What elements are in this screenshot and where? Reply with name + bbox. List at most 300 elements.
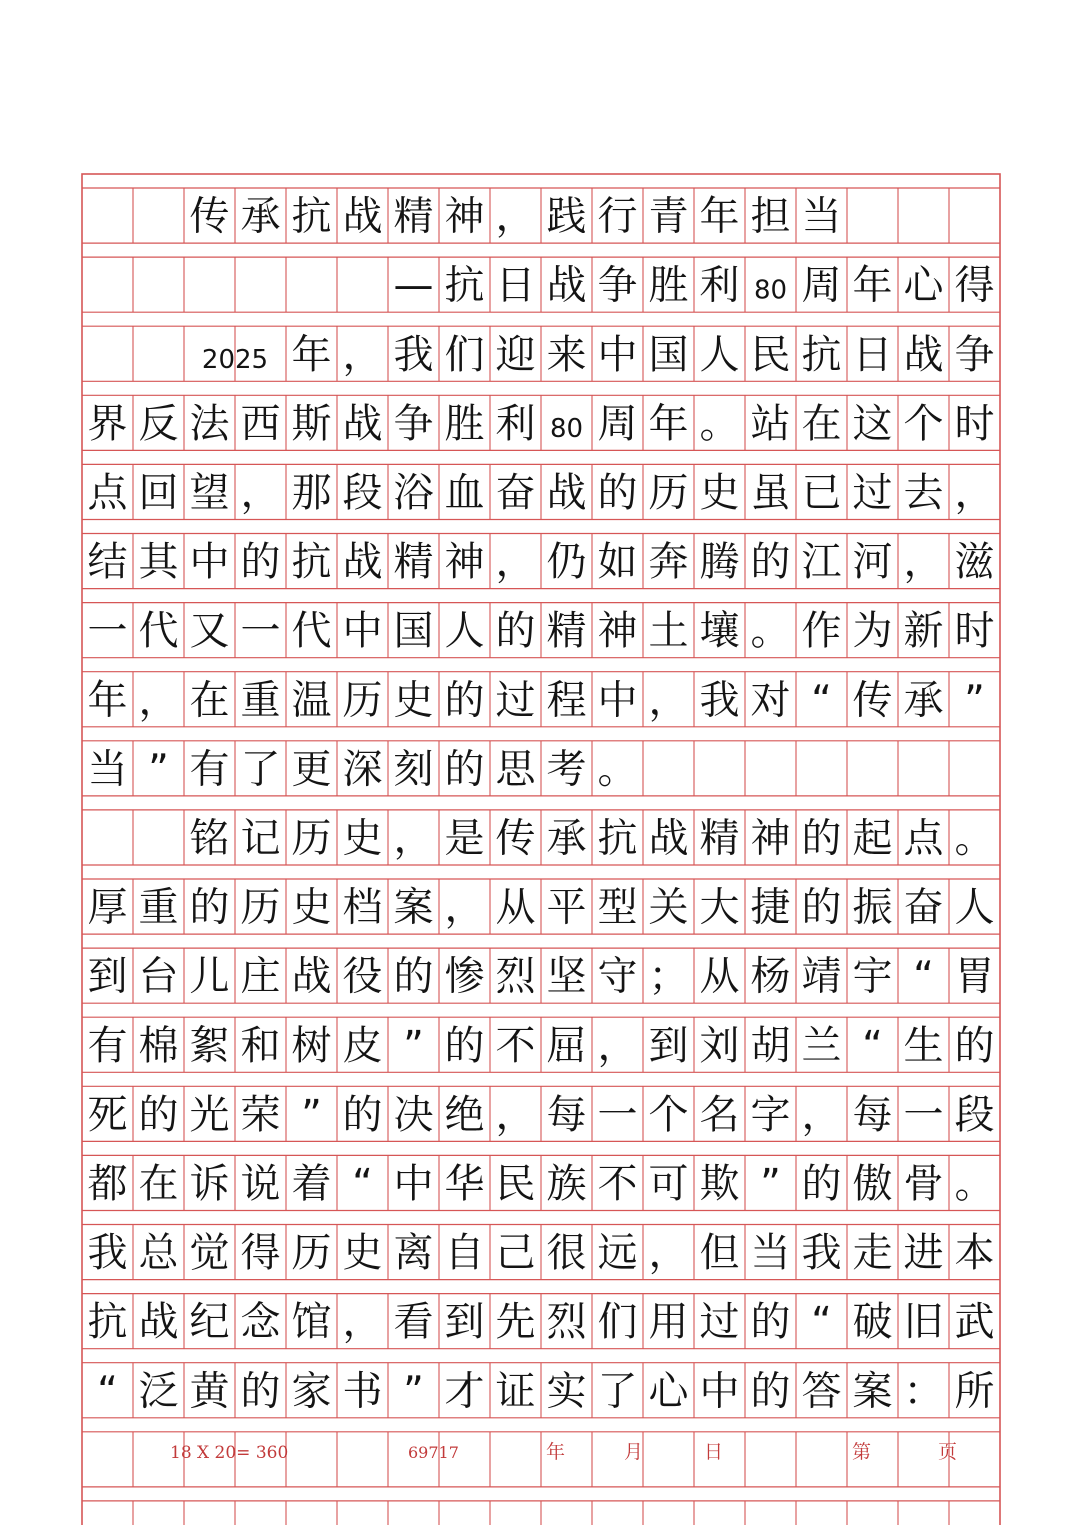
handwritten-char: 自 [444,1230,485,1277]
handwritten-char: “ [913,953,934,1000]
handwritten-char: 年 [699,193,740,240]
handwritten-char: 江 [801,539,842,586]
handwritten-char: 史 [342,1230,383,1277]
handwritten-char: ： [903,1368,944,1415]
handwritten-char: 烈 [546,1299,587,1346]
handwritten-char: “ [862,1022,883,1069]
handwritten-char: 行 [597,193,638,240]
handwritten-char: 国 [393,608,434,655]
handwritten-char: 为 [852,608,893,655]
handwritten-char: 过 [495,677,536,724]
handwritten-char: 生 [903,1022,944,1069]
handwritten-char: 胡 [750,1022,791,1069]
handwritten-char: 屈 [546,1022,587,1069]
handwritten-char: 战 [342,400,383,447]
handwritten-char: 中 [189,539,230,586]
handwritten-char: 中 [597,331,638,378]
handwritten-char: 。 [954,815,995,862]
handwritten-char: “ [811,1299,832,1346]
handwritten-char: 重 [138,884,179,931]
handwritten-char: 靖 [801,953,842,1000]
handwritten-char: 泛 [138,1368,179,1415]
handwritten-char: 民 [750,331,791,378]
handwritten-char: 神 [444,193,485,240]
handwritten-char: 虽 [750,469,791,516]
handwritten-char: 家 [291,1368,332,1415]
handwritten-char: 一 [87,608,128,655]
handwritten-char: 又 [189,608,230,655]
handwritten-char: ” [148,746,169,793]
handwritten-char: 点 [87,469,128,516]
handwritten-char: 华 [444,1160,485,1207]
handwritten-char: 那 [291,469,332,516]
handwritten-char: 日 [495,262,536,309]
handwritten-char: 在 [138,1160,179,1207]
handwritten-char: 年 [87,677,128,724]
handwritten-char: 觉 [189,1230,230,1277]
handwritten-char: 黄 [189,1368,230,1415]
handwritten-char: 神 [597,608,638,655]
handwritten-char: 我 [699,677,740,724]
handwritten-char: 案 [393,884,434,931]
handwritten-char: ， [648,1230,689,1277]
handwritten-char: 这 [852,400,893,447]
handwritten-char: 不 [597,1160,638,1207]
handwritten-char: 决 [393,1091,434,1138]
handwritten-char: 役 [342,953,383,1000]
handwritten-char: 抗 [597,815,638,862]
handwritten-char: “ [811,677,832,724]
handwritten-char: 心 [903,262,944,309]
footer-code: 69717 [408,1443,459,1462]
handwritten-char: 诉 [189,1160,230,1207]
handwritten-char: 傲 [852,1160,893,1207]
handwritten-char: 代 [138,608,179,655]
handwritten-char: 的 [750,1299,791,1346]
handwritten-char: 的 [750,1368,791,1415]
handwritten-char: 河 [852,539,893,586]
handwritten-char: ， [597,1022,638,1069]
handwritten-char: 历 [291,815,332,862]
handwritten-char: 历 [648,469,689,516]
handwritten-char: ” [964,677,985,724]
handwritten-char: 抗 [444,262,485,309]
handwritten-char: ， [495,539,536,586]
handwritten-char: 史 [393,677,434,724]
handwritten-char: 棉 [138,1022,179,1069]
handwritten-char: 树 [291,1022,332,1069]
handwritten-char: 到 [648,1022,689,1069]
handwritten-char: 历 [240,884,281,931]
handwritten-char: 心 [648,1368,689,1415]
handwritten-char: ， [903,539,944,586]
handwritten-char: ， [495,193,536,240]
handwritten-char: 2025 [201,344,269,375]
footer-grid-size: 18 X 20= 360 [170,1443,289,1463]
handwritten-char: 的 [189,884,230,931]
handwritten-char: 刘 [699,1022,740,1069]
handwritten-char: 进 [903,1230,944,1277]
handwritten-char: 惨 [444,953,485,1000]
handwritten-char: 神 [444,539,485,586]
handwritten-char: 先 [495,1299,536,1346]
handwritten-char: 承 [240,193,281,240]
handwritten-char: 絮 [189,1022,230,1069]
handwritten-char: 用 [648,1299,689,1346]
handwritten-char: 的 [444,746,485,793]
handwritten-char: 的 [444,677,485,724]
handwritten-char: 刻 [393,746,434,793]
handwritten-char: 看 [393,1299,434,1346]
handwritten-char: 战 [648,815,689,862]
handwritten-char: 书 [342,1368,383,1415]
handwritten-char: 承 [903,677,944,724]
handwritten-char: 我 [393,331,434,378]
handwritten-char: 每 [546,1091,587,1138]
handwritten-char: 站 [750,400,791,447]
handwritten-char: 战 [903,331,944,378]
handwritten-char: 的 [444,1022,485,1069]
handwritten-char: 旧 [903,1299,944,1346]
footer-month-label: 月 [624,1441,644,1463]
handwritten-char: 才 [444,1368,485,1415]
handwritten-char: 迎 [495,331,536,378]
handwritten-char: 人 [954,884,995,931]
handwritten-char: ， [342,331,383,378]
handwritten-char: ， [954,469,995,516]
handwritten-char: 历 [291,1230,332,1277]
handwritten-char: 人 [699,331,740,378]
handwritten-char: 到 [444,1299,485,1346]
handwritten-char: “ [97,1368,118,1415]
handwritten-char: 对 [750,677,791,724]
handwritten-char: 争 [597,262,638,309]
handwritten-char: 其 [138,539,179,586]
handwritten-char: 年 [852,262,893,309]
handwritten-char: 践 [546,193,587,240]
handwritten-char: 思 [495,746,536,793]
handwritten-char: 过 [852,469,893,516]
handwritten-char: 中 [597,677,638,724]
handwritten-char: 新 [903,608,944,655]
handwritten-char: ， [138,677,179,724]
handwritten-char: 战 [342,539,383,586]
handwritten-char: 很 [546,1230,587,1277]
handwritten-char: 奋 [495,469,536,516]
handwritten-char: 我 [87,1230,128,1277]
handwritten-char: 史 [291,884,332,931]
handwritten-char: 点 [903,815,944,862]
handwritten-char: 字 [750,1091,791,1138]
handwritten-char: 代 [291,608,332,655]
handwritten-char: ， [342,1299,383,1346]
handwritten-char: 离 [393,1230,434,1277]
handwritten-char: 年 [291,331,332,378]
handwritten-char: 年 [648,400,689,447]
handwritten-char: ” [403,1022,424,1069]
handwritten-char: 历 [342,677,383,724]
handwritten-char: 杨 [750,953,791,1000]
handwritten-char: 着 [291,1160,332,1207]
handwritten-char: 们 [444,331,485,378]
handwritten-char: 的 [801,815,842,862]
handwritten-char: 关 [648,884,689,931]
handwritten-char: 台 [138,953,179,1000]
handwritten-char: 可 [648,1160,689,1207]
handwritten-char: 一 [903,1091,944,1138]
footer-page-prefix: 第 [852,1441,872,1463]
handwritten-char: 到 [87,953,128,1000]
handwritten-char: 的 [342,1091,383,1138]
handwritten-char: 纪 [189,1299,230,1346]
handwritten-char: 是 [444,815,485,862]
handwritten-char: 争 [954,331,995,378]
handwritten-char: ” [760,1160,781,1207]
handwritten-char: 精 [393,193,434,240]
handwritten-char: 本 [954,1230,995,1277]
handwritten-char: 但 [699,1230,740,1277]
handwritten-char: 的 [240,1368,281,1415]
handwritten-char: 斯 [291,400,332,447]
handwritten-char: 去 [903,469,944,516]
handwritten-char: 壤 [699,608,740,655]
handwritten-char: 战 [342,193,383,240]
handwritten-char: ” [403,1368,424,1415]
handwritten-char: 的 [750,539,791,586]
handwritten-char: 。 [954,1160,995,1207]
handwritten-char: 血 [444,469,485,516]
handwritten-char: 当 [750,1230,791,1277]
handwritten-char: 程 [546,677,587,724]
handwritten-char: 法 [189,400,230,447]
handwritten-char: 周 [801,262,842,309]
handwritten-char: 精 [699,815,740,862]
handwritten-char: 反 [138,400,179,447]
handwritten-char: 温 [291,677,332,724]
handwritten-char: 承 [546,815,587,862]
handwritten-char: 的 [240,539,281,586]
handwritten-char: 证 [495,1368,536,1415]
handwritten-char: 的 [801,884,842,931]
footer-year-label: 年 [546,1441,566,1463]
handwritten-char: 。 [597,746,638,793]
handwritten-char: 远 [597,1230,638,1277]
handwritten-char: 死 [87,1091,128,1138]
handwritten-char: 抗 [87,1299,128,1346]
footer-day-label: 日 [704,1441,724,1463]
handwritten-char: 来 [546,331,587,378]
handwritten-char: 光 [189,1091,230,1138]
handwritten-char: 胃 [954,953,995,1000]
handwritten-char: 皮 [342,1022,383,1069]
handwritten-char: 的 [597,469,638,516]
handwritten-char: 的 [393,953,434,1000]
handwritten-char: 更 [291,746,332,793]
handwritten-char: 战 [138,1299,179,1346]
handwritten-char: 时 [954,400,995,447]
handwritten-char: 我 [801,1230,842,1277]
handwritten-char: 中 [393,1160,434,1207]
handwritten-char: 日 [852,331,893,378]
handwritten-char: 深 [342,746,383,793]
handwritten-char: 当 [87,746,128,793]
handwritten-char: 了 [240,746,281,793]
handwritten-char: 胜 [648,262,689,309]
handwritten-char: 胜 [444,400,485,447]
handwritten-char: — [393,262,434,309]
handwritten-char: 望 [189,469,230,516]
handwritten-char: 滋 [954,539,995,586]
handwritten-char: 和 [240,1022,281,1069]
handwritten-char: 捷 [750,884,791,931]
handwritten-char: 说 [240,1160,281,1207]
handwritten-char: 战 [546,262,587,309]
handwritten-char: 段 [954,1091,995,1138]
handwritten-char: 腾 [699,539,740,586]
handwritten-char: ， [801,1091,842,1138]
handwritten-char: 大 [699,884,740,931]
handwritten-char: 坚 [546,953,587,1000]
handwritten-char: 宇 [852,953,893,1000]
handwritten-char: 抗 [291,539,332,586]
handwritten-char: ” [301,1091,322,1138]
handwritten-char: 如 [597,539,638,586]
handwritten-char: 厚 [87,884,128,931]
handwritten-char: 结 [87,539,128,586]
handwritten-char: 人 [444,608,485,655]
handwritten-char: 守 [597,953,638,1000]
handwritten-char: 所 [954,1368,995,1415]
handwritten-char: 了 [597,1368,638,1415]
handwritten-char: 回 [138,469,179,516]
handwritten-char: 中 [342,608,383,655]
handwritten-char: 破 [852,1299,893,1346]
handwritten-char: 的 [801,1160,842,1207]
handwritten-char: 平 [546,884,587,931]
handwritten-char: 型 [597,884,638,931]
handwritten-char: 战 [546,469,587,516]
footer-page-suffix: 页 [938,1441,958,1463]
handwritten-char: 奋 [903,884,944,931]
handwritten-char: 80 [753,275,788,306]
handwritten-char: 仍 [546,539,587,586]
handwritten-char: 一 [240,608,281,655]
handwritten-char: ， [444,884,485,931]
handwritten-char: 答 [801,1368,842,1415]
handwritten-char: 都 [87,1160,128,1207]
handwritten-char: 们 [597,1299,638,1346]
handwritten-char: ， [495,1091,536,1138]
handwritten-char: 得 [954,262,995,309]
handwritten-char: 考 [546,746,587,793]
handwritten-char: 族 [546,1160,587,1207]
handwritten-char: 周 [597,400,638,447]
handwritten-char: 中 [699,1368,740,1415]
handwritten-char: 名 [699,1091,740,1138]
handwritten-char: 。 [699,400,740,447]
handwritten-char: 起 [852,815,893,862]
handwritten-char: 80 [549,413,584,444]
handwritten-char: 利 [495,400,536,447]
handwritten-char: 欺 [699,1160,740,1207]
handwritten-char: 西 [240,400,281,447]
handwritten-char: ， [393,815,434,862]
handwritten-char: 儿 [189,953,230,1000]
handwritten-char: 兰 [801,1022,842,1069]
handwritten-char: 庄 [240,953,281,1000]
handwritten-char: 个 [903,400,944,447]
handwritten-char: 得 [240,1230,281,1277]
handwritten-char: 案 [852,1368,893,1415]
handwritten-char: 一 [597,1091,638,1138]
handwritten-char: 利 [699,262,740,309]
handwritten-char: “ [352,1160,373,1207]
handwritten-char: 担 [750,193,791,240]
handwritten-char: 浴 [393,469,434,516]
handwritten-char: 的 [954,1022,995,1069]
handwritten-char: 总 [138,1230,179,1277]
handwritten-char: 。 [750,608,791,655]
handwritten-char: 骨 [903,1160,944,1207]
handwritten-char: 念 [240,1299,281,1346]
handwritten-char: 作 [801,608,842,655]
handwritten-char: 不 [495,1022,536,1069]
handwritten-char: 实 [546,1368,587,1415]
handwritten-char: 界 [87,400,128,447]
handwritten-char: ， [240,469,281,516]
handwritten-char: 有 [189,746,230,793]
handwritten-char: 烈 [495,953,536,1000]
handwritten-char: 从 [699,953,740,1000]
handwritten-char: 抗 [291,193,332,240]
handwritten-char: 精 [393,539,434,586]
handwritten-char: 史 [342,815,383,862]
handwritten-char: 时 [954,608,995,655]
handwritten-char: 荣 [240,1091,281,1138]
handwritten-char: 的 [495,608,536,655]
handwritten-char: 段 [342,469,383,516]
handwritten-char: 精 [546,608,587,655]
handwritten-char: 绝 [444,1091,485,1138]
handwritten-char: 传 [189,193,230,240]
handwritten-char: 的 [138,1091,179,1138]
handwritten-char: 武 [954,1299,995,1346]
handwritten-char: 过 [699,1299,740,1346]
handwritten-char: 已 [801,469,842,516]
handwritten-char: 战 [291,953,332,1000]
handwritten-char: 振 [852,884,893,931]
handwritten-char: 史 [699,469,740,516]
handwritten-char: ， [648,677,689,724]
handwritten-char: 己 [495,1230,536,1277]
handwritten-char: 传 [495,815,536,862]
handwritten-char: 当 [801,193,842,240]
handwritten-char: 重 [240,677,281,724]
handwritten-char: 神 [750,815,791,862]
handwritten-char: 在 [189,677,230,724]
handwritten-char: 青 [648,193,689,240]
handwritten-char: 争 [393,400,434,447]
handwritten-char: 传 [852,677,893,724]
handwritten-char: 每 [852,1091,893,1138]
handwritten-char: 走 [852,1230,893,1277]
handwritten-char: 在 [801,400,842,447]
handwritten-char: 档 [342,884,383,931]
handwritten-char: 有 [87,1022,128,1069]
handwritten-char: 从 [495,884,536,931]
handwritten-char: 国 [648,331,689,378]
handwritten-char: 记 [240,815,281,862]
